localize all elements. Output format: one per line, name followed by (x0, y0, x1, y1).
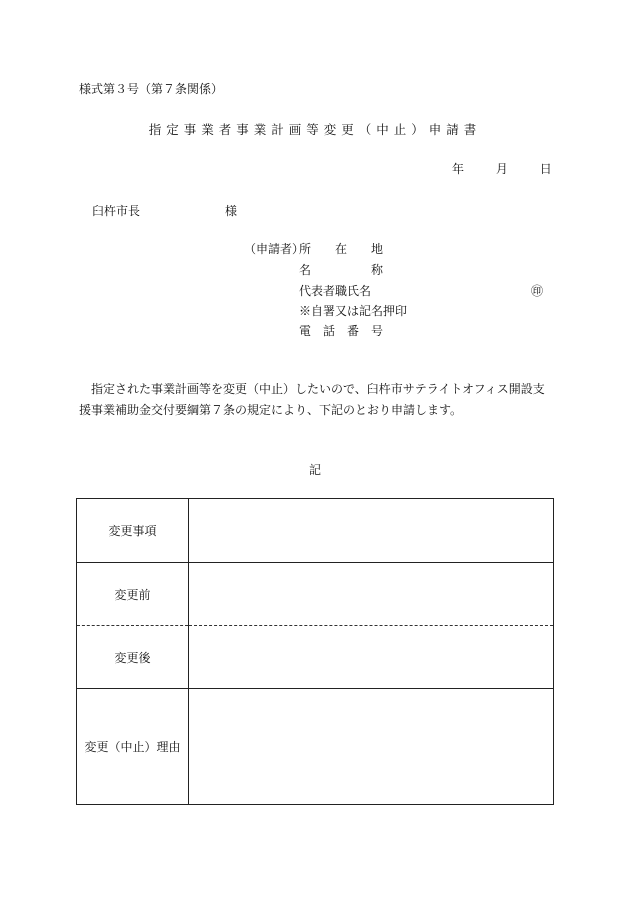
applicant-name-label: 名 称 (299, 263, 384, 277)
date-day: 日 (539, 162, 552, 176)
form-number: 様式第３号（第７条関係） (79, 82, 224, 96)
addressee-name: 臼杵市長 (92, 204, 141, 218)
seal-mark: ㊞ (531, 284, 544, 298)
date-year: 年 (452, 162, 465, 176)
row-value-change-item[interactable] (189, 499, 554, 563)
ki-heading: 記 (308, 463, 321, 477)
applicant-address-label: 所 在 地 (299, 242, 384, 256)
row-value-before-change[interactable] (189, 563, 554, 626)
addressee-honorific: 様 (225, 204, 238, 218)
applicant-label: （申請者） (244, 242, 305, 256)
row-label-before-change: 変更前 (77, 563, 189, 626)
request-body-text: 指定された事業計画等を変更（中止）したいので、臼杵市サテライトオフィス開設支援事業補助金交付要綱第７条の規定により、下記のとおり申請します。 (79, 382, 545, 417)
row-label-reason: 変更（中止）理由 (77, 689, 189, 805)
row-label-after-change: 変更後 (77, 626, 189, 689)
date-month: 月 (495, 162, 508, 176)
table-row (77, 499, 554, 563)
row-value-after-change[interactable] (189, 626, 554, 689)
applicant-representative-label: 代表者職氏名 (299, 284, 372, 298)
table-row (77, 689, 554, 805)
row-value-reason[interactable] (189, 689, 554, 805)
table-row (77, 563, 554, 626)
document-title: 指定事業者事業計画等変更（中止）申請書 (148, 122, 482, 137)
applicant-phone-label: 電 話 番 号 (299, 324, 384, 338)
date-line (452, 160, 552, 177)
row-label-change-item: 変更事項 (77, 499, 189, 563)
table-row (77, 626, 554, 689)
signature-note: ※自署又は記名押印 (299, 304, 408, 318)
details-table (76, 498, 554, 805)
